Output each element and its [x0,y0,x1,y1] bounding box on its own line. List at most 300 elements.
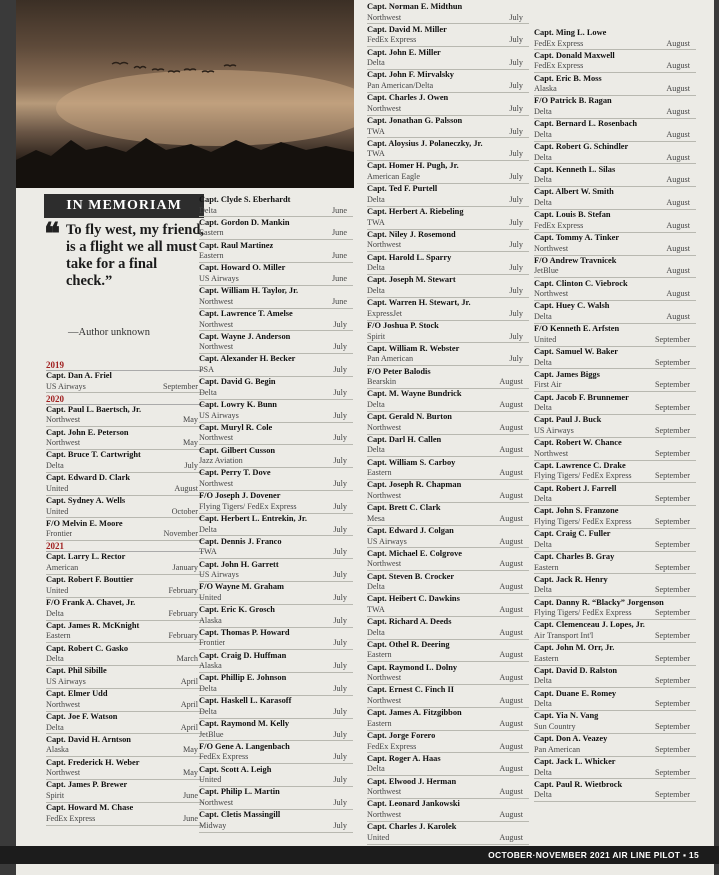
pilot-name: Capt. Craig D. Huffman [199,650,287,660]
month: July [509,58,523,68]
month: August [499,468,523,478]
airline: Flying Tigers/ FedEx Express [534,471,632,481]
airline: Delta [534,198,552,208]
airline: Delta [199,205,217,215]
pilot-name: Capt. Roger A. Haas [367,753,441,763]
airline: Delta [534,152,552,162]
airline: American [46,563,79,573]
memorial-entry [367,617,529,639]
airline: Delta [534,403,552,413]
pilot-name: Capt. Elwood J. Herman [367,776,457,786]
memorial-entry [534,28,696,50]
pilot-name: Capt. Ernest C. Finch II [367,685,455,695]
quote-mark-icon: ❝ [44,218,61,251]
pilot-name: F/O Patrick B. Ragan [534,96,612,106]
memorial-entry [367,321,529,343]
airline: Delta [534,767,552,777]
memorial-entry [367,822,529,844]
month: September [654,357,690,367]
airline: Northwest [367,491,402,500]
pilot-name: Capt. Albert W. Smith [534,187,614,197]
airline: FedEx Express [367,35,417,45]
airline: Eastern [46,631,71,641]
pilot-name: Capt. Joseph M. Stewart [367,275,456,285]
memorial-entry [534,689,696,711]
pilot-name: Capt. William S. Carboy [367,457,456,467]
month: June [331,228,347,238]
pilot-name: Capt. Haskell L. Karasoff [199,696,292,706]
pilot-name: Capt. Jorge Forero [367,731,436,740]
memorial-entry [199,560,353,582]
airline: Northwest [46,768,81,778]
month: July [509,126,523,136]
airline: Northwest [46,699,81,709]
memorial-entry [367,93,529,115]
pilot-name: Capt. Warren H. Stewart, Jr. [367,298,471,308]
pilot-name: Capt. Dennis J. Franco [199,536,282,546]
pilot-name: Capt. William H. Taylor, Jr. [199,286,299,296]
airline: Flying Tigers/ FedEx Express [534,517,632,526]
month: February [168,585,198,595]
pilot-name: F/O Gene A. Langenbach [199,741,290,751]
pilot-name: Capt. John M. Orr, Jr. [534,643,615,653]
memorial-entry [46,780,204,802]
memorial-entry [367,480,529,502]
airline: Eastern [534,562,559,572]
memorial-entry [367,594,529,616]
pilot-name: F/O Melvin E. Moore [46,518,123,528]
airline: Delta [367,399,385,409]
pilot-name: Capt. Harold L. Sparry [367,252,452,262]
memorial-entry [367,708,529,730]
month: August [499,809,523,819]
airline: Delta [367,263,385,273]
pilot-name: Capt. Robert F. Bouttier [46,575,134,585]
pilot-name: Capt. Paul J. Buck [534,415,602,425]
airline: Delta [199,684,217,693]
memorial-entry [46,371,204,393]
airline: Northwest [367,103,402,113]
month: July [333,592,347,602]
pilot-name: Capt. Norman E. Midthun [367,2,463,11]
airline: Frontier [199,638,226,648]
airline: JetBlue [199,729,224,739]
pilot-name: Capt. Howard M. Chase [46,803,134,813]
airline: Eastern [199,228,224,238]
memorial-entry [46,496,204,518]
memorial-entry [534,666,696,688]
month: August [499,741,523,751]
pilot-name: Capt. Perry T. Dove [199,468,271,478]
airline: Pan American [367,354,414,364]
pilot-name: Capt. Danny R. “Blacky” Jorgenson [534,597,664,607]
pilot-name: Capt. Lawrence C. Drake [534,460,626,470]
pilot-name: Capt. David M. Miller [367,24,447,34]
pilot-name: Capt. Herbert A. Riebeling [367,207,464,217]
month: August [499,787,523,797]
airline: Jazz Aviation [199,456,243,466]
airline: Northwest [199,433,234,443]
month: September [654,448,690,458]
airline: US Airways [534,425,574,435]
airline: United [46,585,69,595]
memorial-entry [367,207,529,229]
memorial-entry [199,605,353,627]
memorial-entry [534,757,696,779]
pilot-name: Capt. Herbert L. Entrekin, Jr. [199,513,307,523]
memorial-entry [367,549,529,571]
airline: Pan American/Delta [367,80,434,90]
month: September [654,722,690,732]
pilot-name: Capt. John F. Mirvalsky [367,70,454,80]
month: August [666,198,690,208]
pilot-name: Capt. Sydney A. Wells [46,495,126,505]
memorial-entry [199,309,353,331]
memorial-entry [534,96,696,118]
pilot-name: Capt. Robert C. Gasko [46,643,129,653]
pilot-name: Capt. Edward D. Clark [46,473,130,483]
airline: Delta [534,585,552,595]
month: July [333,387,347,397]
pilot-name: Capt. Bruce T. Cartwright [46,450,141,460]
airline: Mesa [367,513,385,523]
memorial-entry [367,458,529,480]
airline: US Airways [199,273,239,283]
month: July [333,706,347,716]
month: July [333,684,347,693]
month: September [654,676,690,686]
pilot-name: Capt. Niley J. Rosemond [367,229,456,239]
airline: Northwest [199,797,234,807]
memorial-entry [367,48,529,70]
memorial-entry [534,780,696,802]
month: September [654,471,690,481]
airline: Delta [534,494,552,504]
memorial-entry [534,734,696,756]
month: August [499,832,523,842]
memorial-entry [199,446,353,468]
month: July [333,661,347,671]
airline: Pan American [534,744,581,754]
airline: United [199,775,222,785]
month: September [654,744,690,754]
month: June [182,813,198,823]
month: July [509,35,523,45]
month: September [654,539,690,549]
memorial-entry [199,263,353,285]
month: July [509,194,523,204]
pilot-name: F/O Andrew Travnicek [534,255,617,265]
pilot-name: F/O Joseph J. Dovener [199,491,281,501]
pilot-name: Capt. Charles J. Karolek [367,822,457,832]
month: July [509,217,523,227]
airline: Flying Tigers/ FedEx Express [534,608,632,618]
airline: Delta [534,357,552,367]
memorial-entry [367,2,529,24]
airline: United [46,483,69,493]
month: August [499,399,523,409]
month: July [509,149,523,159]
month: July [509,285,523,295]
memorial-entry [46,473,204,495]
memorial-entry [534,393,696,415]
month: May [182,768,198,778]
airline: United [534,334,557,344]
pilot-name: Capt. Richard A. Deeds [367,617,452,627]
pilot-name: Capt. Kenneth L. Silas [534,164,616,174]
airline: Delta [46,460,64,470]
memorial-entry [199,354,353,376]
pilot-name: Capt. Raymond L. Dolny [367,662,458,672]
airline: Alaska [199,661,222,671]
airline: United [367,832,390,842]
month: September [654,425,690,435]
month: August [499,764,523,774]
airline: Eastern [367,468,392,478]
airline: FedEx Express [367,741,417,751]
month: October [171,506,198,516]
month: August [499,559,523,569]
section-heading: IN MEMORIAM [44,194,204,218]
memorial-entry [534,51,696,73]
month: February [168,631,198,641]
pilot-name: Capt. Leonard Jankowski [367,799,460,809]
airline: Delta [534,175,552,185]
memorial-entry [367,367,529,389]
airline: Delta [46,722,64,732]
month: August [666,38,690,48]
airline: Northwest [199,296,234,306]
pilot-name: Capt. Robert W. Chance [534,438,622,448]
airline: Delta [367,582,385,592]
memorial-entry [534,484,696,506]
pilot-name: Capt. John H. Garrett [199,559,279,569]
month: August [666,243,690,253]
memorial-entry [199,241,353,263]
airline: US Airways [46,676,86,686]
month: August [499,377,523,387]
memoriam-column-3 [367,2,529,845]
pilot-name: Capt. Gerald N. Burton [367,412,452,422]
month: August [499,627,523,637]
memorial-entry [46,735,204,757]
pilot-name: Capt. Muryl R. Cole [199,422,273,432]
pilot-name: F/O Wayne M. Graham [199,582,284,592]
memorial-entry [199,468,353,490]
airline: Northwest [534,289,569,299]
airline: TWA [367,126,385,136]
year-heading: 2021 [46,541,204,552]
month: July [509,172,523,182]
pilot-name: F/O Frank A. Chavet, Jr. [46,598,136,608]
pilot-name: F/O Kenneth E. Arfsten [534,324,620,334]
airline: Northwest [534,448,569,458]
pilot-name: Capt. Darl H. Callen [367,434,442,444]
pilot-name: Capt. Michael E. Colgrove [367,548,462,558]
month: May [182,438,198,448]
memorial-entry [367,503,529,525]
memorial-entry [534,415,696,437]
month: August [666,289,690,299]
memorial-entry [367,731,529,753]
memorial-entry [534,142,696,164]
pilot-name: Capt. Bernard L. Rosenbach [534,119,638,129]
month: July [333,433,347,443]
airline: TWA [199,547,217,557]
month: July [509,354,523,364]
memorial-entry [199,787,353,809]
memorial-entry [367,344,529,366]
month: September [654,334,690,344]
memorial-entry [367,799,529,821]
month: July [509,103,523,113]
month: July [333,456,347,466]
pilot-name: Capt. Duane E. Romey [534,688,617,698]
month: July [333,797,347,807]
pilot-name: Capt. James Biggs [534,369,600,379]
month: July [333,615,347,625]
pilot-name: Capt. Lowry K. Bunn [199,400,277,410]
airline: Delta [534,106,552,116]
month: September [162,381,198,391]
airline: Bearskin [367,377,397,387]
pilot-name: Capt. Eric K. Grosch [199,605,275,615]
airline: Eastern [367,650,392,660]
pilot-name: Capt. Ming L. Lowe [534,28,607,37]
pilot-name: Capt. William R. Webster [367,343,460,353]
airline: TWA [367,217,385,227]
month: August [666,311,690,321]
page-footer: OCTOBER·NOVEMBER 2021 AIR LINE PILOT ▪ 15 [488,850,699,860]
pilot-name: Capt. Robert G. Schindler [534,141,629,151]
pilot-name: Capt. Alexander H. Becker [199,354,296,364]
airline: Eastern [367,718,392,728]
pilot-name: Capt. David D. Ralston [534,665,618,675]
pilot-name: Capt. Wayne J. Anderson [199,331,291,341]
pilot-name: Capt. David H. Arntson [46,734,131,744]
airline: American Eagle [367,172,420,182]
pilot-name: Capt. Cletis Massingill [199,810,281,820]
month: August [499,582,523,592]
airline: FedEx Express [534,38,584,48]
airline: Delta [534,539,552,549]
pilot-name: Capt. Joe F. Watson [46,711,118,721]
year-heading: 2019 [46,360,204,371]
airline: Northwest [367,787,402,797]
memorial-entry [199,286,353,308]
memorial-entry [367,777,529,799]
memorial-entry [199,195,353,217]
month: July [333,524,347,534]
memorial-entry [367,685,529,707]
airline: Alaska [534,84,557,94]
pilot-name: Capt. Brett C. Clark [367,503,441,513]
memorial-entry [199,696,353,718]
airline: Delta [367,58,385,68]
month: August [666,152,690,162]
memorial-entry [199,514,353,536]
pilot-name: Capt. Heibert C. Dawkins [367,594,460,604]
airline: Eastern [534,653,559,663]
month: April [180,699,198,709]
month: July [184,460,198,470]
pilot-name: Capt. Ted F. Purtell [367,184,438,194]
month: August [499,491,523,500]
month: September [654,562,690,572]
memorial-entry [534,552,696,574]
memorial-entry [534,119,696,141]
memorial-entry [46,450,204,472]
pilot-name: Capt. David G. Begin [199,377,276,387]
month: June [331,205,347,215]
month: September [654,630,690,640]
memorial-entry [199,628,353,650]
memorial-entry [199,719,353,741]
airline: Delta [199,524,217,534]
pilot-name: Capt. Othel R. Deering [367,639,450,649]
airline: TWA [367,604,385,614]
month: September [654,494,690,504]
pilot-name: Capt. Frederick H. Weber [46,757,140,767]
pilot-name: Capt. Paul R. Wietbrock [534,779,623,789]
month: November [163,529,198,539]
memorial-entry [367,298,529,320]
memorial-entry [46,689,204,711]
pilot-name: F/O Peter Balodis [367,366,431,376]
memorial-entry [199,332,353,354]
airline: Delta [199,706,217,716]
memorial-entry [199,377,353,399]
pilot-name: Capt. Huey C. Walsh [534,301,610,311]
month: July [333,410,347,420]
month: July [333,638,347,648]
pilot-name: Capt. James A. Fitzgibbon [367,708,462,718]
year-heading: 2020 [46,394,204,405]
pilot-name: Capt. Robert J. Farrell [534,483,617,493]
pilot-name: Capt. Eric B. Moss [534,73,602,83]
pilot-name: Capt. Samuel W. Baker [534,346,618,356]
memorial-entry [367,572,529,594]
airline: Delta [367,445,385,455]
memorial-entry [534,279,696,301]
month: July [509,263,523,273]
month: July [333,729,347,739]
memorial-entry [367,70,529,92]
airline: US Airways [199,410,239,420]
memorial-entry [534,210,696,232]
airline: Delta [534,129,552,139]
pilot-name: Capt. M. Wayne Bundrick [367,389,462,399]
pilot-name: Capt. Raul Martinez [199,240,274,250]
pilot-name: Capt. Philip L. Martin [199,787,280,797]
pilot-name: Capt. Scott A. Leigh [199,764,272,774]
airline: Eastern [199,251,224,261]
month: August [499,650,523,660]
airline: Air Transport Int'l [534,630,594,640]
month: June [182,790,198,800]
memorial-entry [199,742,353,764]
month: May [182,745,198,755]
memorial-entry [367,230,529,252]
memorial-entry [534,529,696,551]
airline: Northwest [367,696,402,706]
pilot-name: Capt. John S. Franzone [534,506,619,516]
pilot-name: Capt. Don A. Veazey [534,734,608,744]
memoriam-column-2 [199,195,353,833]
airline: Frontier [46,529,73,539]
airline: Flying Tigers/ FedEx Express [199,501,297,511]
month: April [180,722,198,732]
